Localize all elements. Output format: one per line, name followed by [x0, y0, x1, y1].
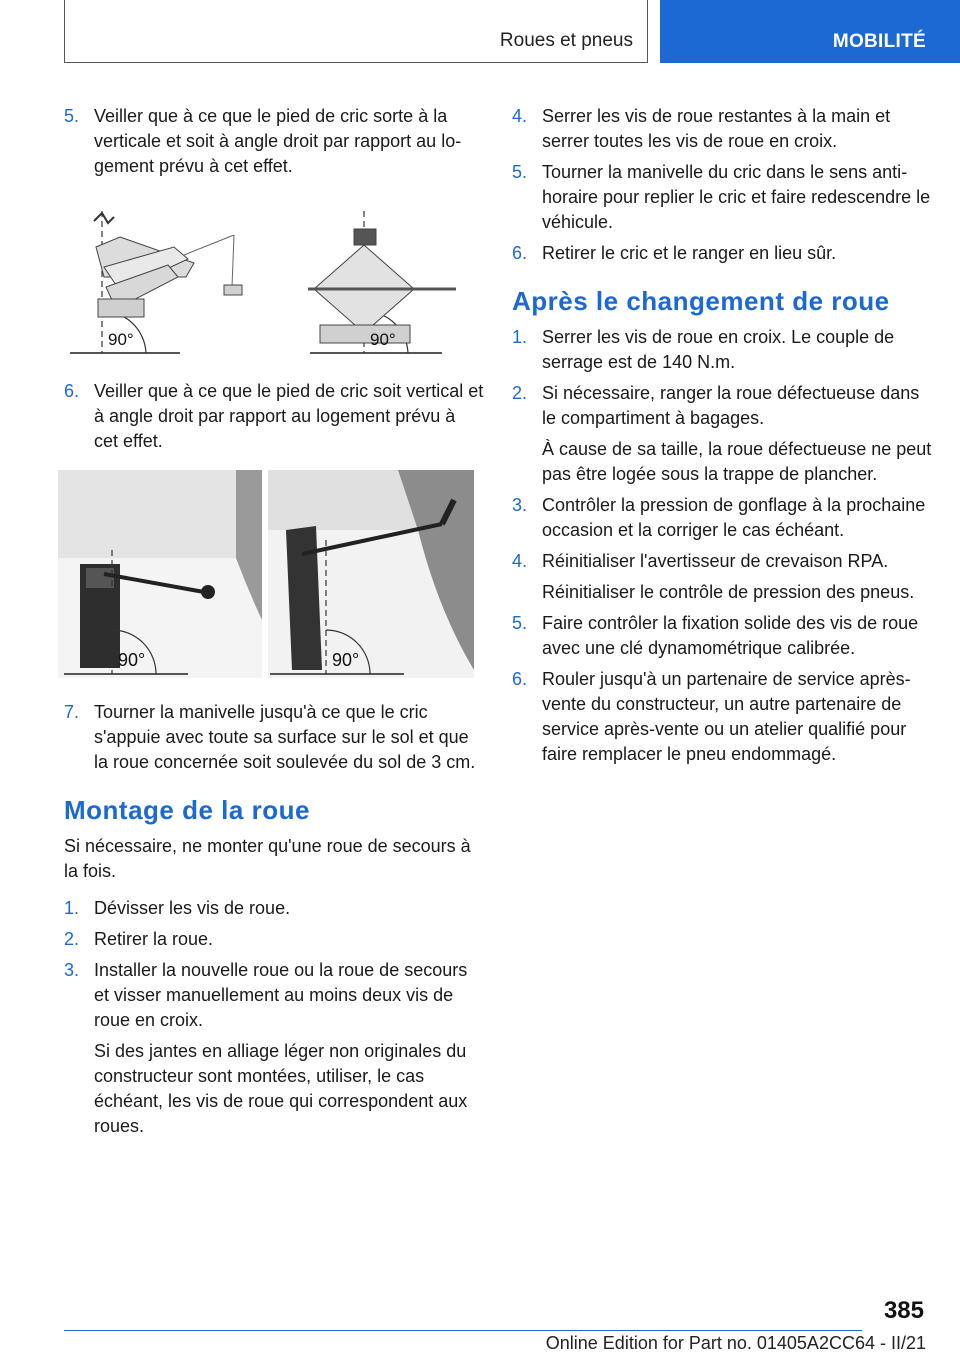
jack-diagram-figure [64, 207, 464, 357]
step-number: 7. [64, 702, 80, 722]
step-number: 5. [512, 613, 528, 633]
header-chapter-box [660, 0, 960, 63]
page-number: 385 [883, 1297, 924, 1324]
step-text: Retirer la roue. [94, 929, 214, 949]
step-number: 3. [512, 495, 528, 515]
step-number: 1. [512, 327, 528, 347]
step-item [512, 611, 932, 661]
step-text: Contrôler la pression de gonflage à la prochaine occasion et la corriger le cas échéant. [542, 495, 926, 540]
step-number: 1. [64, 898, 80, 918]
step-text: Tourner la manivelle du cric dans le sens antihoraire pour replier le cric et faire redescendre le véhicule. [542, 162, 931, 232]
step-number: 4. [512, 106, 528, 126]
step-number: 3. [64, 960, 80, 980]
section-title: Roues et pneus [499, 30, 633, 51]
left-column [64, 104, 484, 1145]
step-item [512, 549, 932, 574]
step-text: Serrer les vis de roue en croix. Le couple de serrage est de 140 N.m. [542, 327, 895, 372]
jack-photo-right [268, 470, 474, 678]
step-item [64, 700, 484, 775]
chapter-title: MOBILITÉ [832, 31, 926, 52]
step-text: Serrer les vis de roue restantes à la main et serrer toutes les vis de roue en croix. [542, 106, 891, 151]
step-item [512, 493, 932, 543]
step-number: 6. [512, 669, 528, 689]
step-number: 5. [64, 106, 80, 126]
footer-edition: Online Edition for Part no. 01405A2CC64 - II/21 [545, 1333, 926, 1353]
angle-label-right: 90° [370, 330, 396, 349]
step-number: 4. [512, 551, 528, 571]
jack-photo-left [58, 470, 262, 678]
step-item [512, 667, 932, 767]
step-text: Si nécessaire, ranger la roue défectueuse dans le compartiment à bagages. [542, 383, 920, 428]
step-item [512, 160, 932, 235]
step-item [64, 379, 484, 454]
jack-front-view [308, 211, 456, 353]
section-heading: Après le changement de roue [512, 286, 890, 316]
step-number: 2. [64, 929, 80, 949]
footer-divider [64, 1330, 862, 1331]
step-item [512, 104, 932, 154]
step-item [64, 958, 484, 1033]
step-number: 6. [512, 243, 528, 263]
right-column [512, 104, 932, 773]
step-item [512, 241, 932, 266]
step-text: Veiller que à ce que le pied de cric soit vertical et à angle droit par rapport au logement prévu à cet effet. [94, 381, 484, 451]
step-number: 2. [512, 383, 528, 403]
step-note: Si des jantes en alliage léger non originales du constructeur sont montées, utiliser, le cas échéant, les vis de roue qui correspondent aux roues. [94, 1041, 468, 1136]
step-text: Tourner la manivelle jusqu'à ce que le cric s'appuie avec toute sa surface sur le sol et que la roue concernée soit soulevée du sol de 3 cm. [94, 702, 476, 772]
jack-photo-figure [58, 470, 474, 678]
angle-label-left: 90° [108, 330, 134, 349]
jack-side-view [70, 211, 242, 353]
step-item [512, 325, 932, 375]
step-number: 5. [512, 162, 528, 182]
angle-label-left: 90° [118, 650, 146, 670]
step-text: Installer la nouvelle roue ou la roue de secours et visser manuellement au moins deux vis de roue en croix. [94, 960, 468, 1030]
step-text: Rouler jusqu'à un partenaire de service après-vente du constructeur, un autre partenaire de service après-vente ou un atelier qualifié pour faire remplacer le pneu endommagé. [542, 669, 911, 764]
step-item [512, 381, 932, 431]
step-text: Réinitialiser l'avertisseur de crevaison RPA. [542, 551, 889, 571]
step-item [64, 927, 484, 952]
step-text: Dévisser les vis de roue. [94, 898, 291, 918]
step-note: À cause de sa taille, la roue défectueuse ne peut pas être logée sous la trappe de plancher. [542, 439, 932, 484]
step-text: Retirer le cric et le ranger en lieu sûr. [542, 243, 837, 263]
step-number: 6. [64, 381, 80, 401]
angle-label-right: 90° [332, 650, 360, 670]
step-item [64, 104, 484, 179]
step-text: Veiller que à ce que le pied de cric sorte à la verticale et soit à angle droit par rapport au logement prévu à cet effet. [94, 106, 462, 176]
section-heading: Montage de la roue [64, 795, 310, 825]
step-text: Faire contrôler la fixation solide des vis de roue avec une clé dynamométrique calibrée. [542, 613, 919, 658]
step-note: Réinitialiser le contrôle de pression des pneus. [542, 582, 915, 602]
step-item [64, 896, 484, 921]
intro-paragraph: Si nécessaire, ne monter qu'une roue de secours à la fois. [64, 836, 471, 881]
header-section-box [64, 0, 648, 63]
